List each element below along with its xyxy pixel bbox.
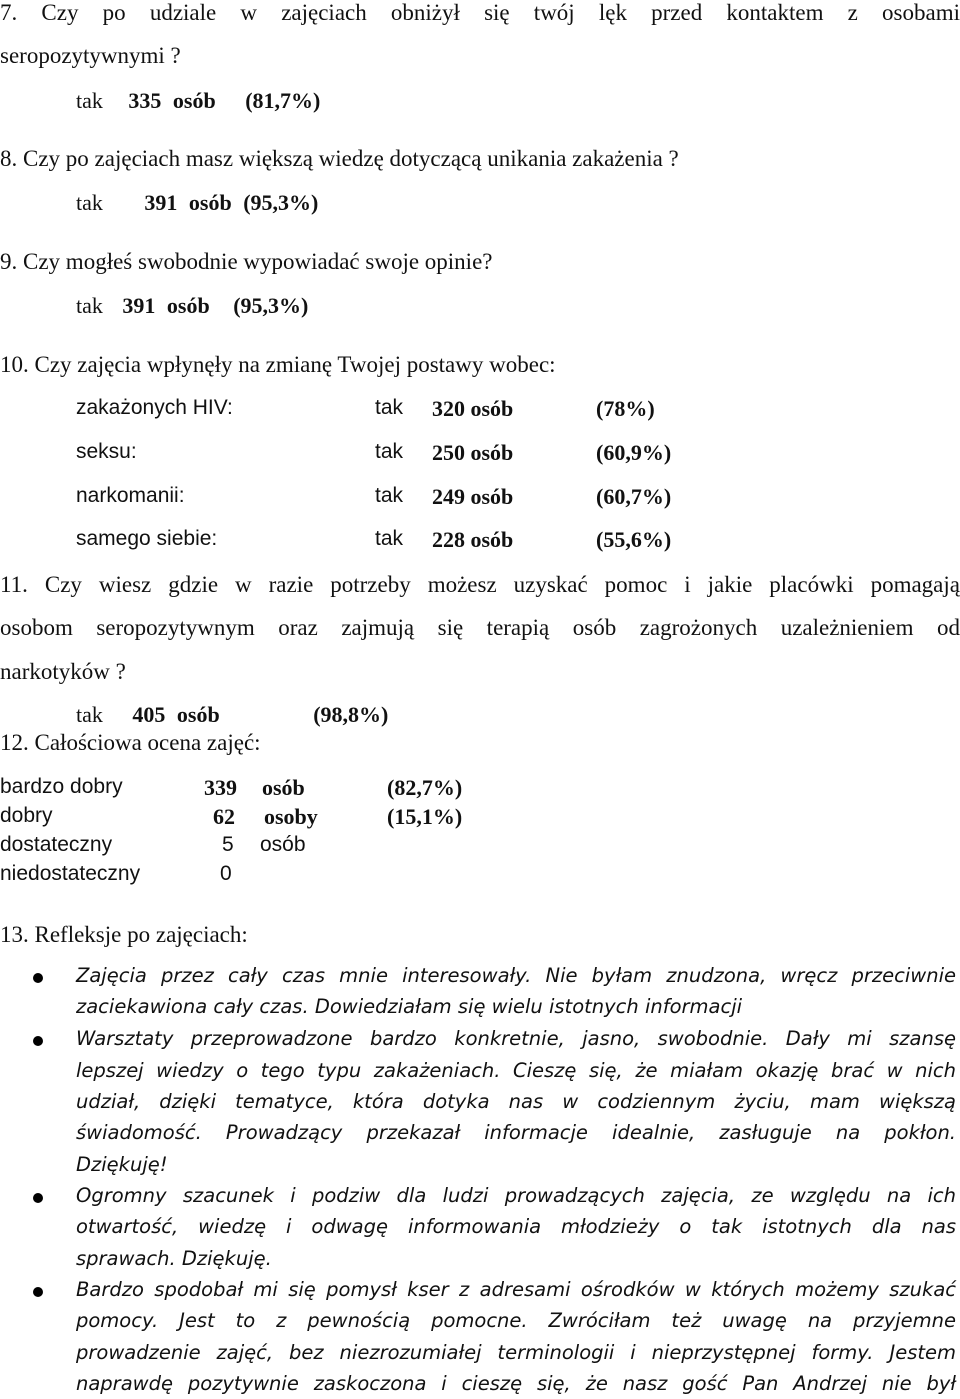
- reflection-line: Ogromny szacunek i podziw dla ludzi prowadzących zajęcia, ze względu na ich: [76, 1184, 956, 1207]
- q10-row-pct: (78%): [596, 396, 655, 421]
- q12-question: 12. Całościowa ocena zajęć:: [0, 730, 261, 755]
- reflection-line: Warsztaty przeprowadzone bardzo konkretnie, jasno, swobodnie. Dały mi szansę: [76, 1027, 956, 1050]
- bullet-icon: [33, 1287, 43, 1297]
- q10-row-word: tak: [375, 440, 404, 463]
- q10-row-value: 250 osób: [432, 440, 514, 465]
- q10-row-label: zakażonych HIV:: [76, 396, 233, 419]
- q12-row-pct: (15,1%): [387, 804, 463, 829]
- answer-count: 391: [122, 293, 156, 318]
- q10-row-pct: (60,9%): [596, 440, 672, 465]
- reflection-line: lepszej wiedzy o tego typu zakażeniach. Cieszę się, że miałam okazję brać w nich: [76, 1059, 956, 1082]
- q7-line1: 7. Czy po udziale w zajęciach obniżył się twój lęk przed kontaktem z osobami: [0, 0, 960, 25]
- answer-pct: (81,7%): [245, 88, 321, 113]
- q12-row-count: 5: [222, 833, 234, 856]
- q9-question: 9. Czy mogłeś swobodnie wypowiadać swoje opinie?: [0, 249, 493, 274]
- reflection-line: otwartość, wiedzę i odwagę informowania młodzieży o tak istotnych dla nas: [76, 1215, 956, 1238]
- q10-row-value: 228 osób: [432, 527, 514, 552]
- q12-row-unit: osoby: [264, 804, 318, 829]
- q7-answer: [76, 88, 320, 114]
- answer-word: tak: [76, 702, 103, 727]
- answer-pct: (95,3%): [233, 293, 309, 318]
- reflection-line: Bardzo spodobał mi się pomysł kser z adresami ośrodków w których możemy szukać: [76, 1278, 956, 1301]
- answer-count: 335: [128, 88, 162, 113]
- reflection-line: sprawach. Dziękuję.: [76, 1247, 272, 1270]
- reflection-line: udział, dzięki tematyce, która dotyka nas w codziennym życiu, mam większą: [76, 1090, 956, 1113]
- q8-answer: [76, 190, 318, 216]
- q12-row-unit: osób: [260, 833, 306, 856]
- answer-pct: (95,3%): [243, 190, 319, 215]
- q12-row-unit: osób: [262, 775, 305, 800]
- q12-row-label: bardzo dobry: [0, 775, 123, 798]
- answer-unit: osób: [172, 88, 216, 113]
- answer-count: 405: [132, 702, 166, 727]
- q12-row-label: niedostateczny: [0, 862, 141, 885]
- answer-unit: osób: [188, 190, 232, 215]
- answer-unit: osób: [166, 293, 210, 318]
- q10-row-pct: (60,7%): [596, 484, 672, 509]
- q8-question: 8. Czy po zajęciach masz większą wiedzę dotyczącą unikania zakażenia ?: [0, 146, 679, 171]
- q10-row-word: tak: [375, 484, 404, 507]
- reflection-line: naprawdę pozytywnie zaskoczona i cieszę się, że nasz gość Pan Andrzej nie był: [76, 1372, 956, 1395]
- q12-row-count: 339: [204, 775, 237, 800]
- q10-row-label: narkomanii:: [76, 484, 185, 507]
- q12-row-label: dostateczny: [0, 833, 113, 856]
- reflection-line: świadomość. Prowadzący przekazał informacje idealnie, zasługuje na pokłon.: [76, 1121, 956, 1144]
- answer-count: 391: [144, 190, 178, 215]
- bullet-icon: [33, 973, 43, 983]
- q10-row-label: seksu:: [76, 440, 137, 463]
- q11-line3: narkotyków ?: [0, 659, 126, 684]
- q12-row-count: 0: [220, 862, 232, 885]
- q11-answer: [76, 702, 388, 728]
- reflection-line: Zajęcia przez cały czas mnie interesowały. Nie byłam znudzona, wręcz przeciwnie: [76, 964, 956, 987]
- q7-line2: seropozytywnymi ?: [0, 43, 181, 68]
- answer-word: tak: [76, 190, 103, 215]
- q12-row-pct: (82,7%): [387, 775, 463, 800]
- q11-line1: 11. Czy wiesz gdzie w razie potrzeby możesz uzyskać pomoc i jakie placówki pomagają: [0, 572, 960, 597]
- q10-row-pct: (55,6%): [596, 527, 672, 552]
- q10-row-label: samego siebie:: [76, 527, 218, 550]
- q12-row-label: dobry: [0, 804, 53, 827]
- bullet-icon: [33, 1036, 43, 1046]
- q10-question: 10. Czy zajęcia wpłynęły na zmianę Twojej postawy wobec:: [0, 352, 556, 377]
- reflection-line: pomocy. Jest to z pewnością pomocne. Zwróciłam też uwagę na przyjemne: [76, 1309, 956, 1332]
- q9-answer: [76, 293, 308, 319]
- answer-pct: (98,8%): [313, 702, 389, 727]
- reflection-line: prowadzenie zajęć, bez niezrozumiałej terminologii i nieprzystępnej formy. Jestem: [76, 1341, 956, 1364]
- bullet-icon: [33, 1193, 43, 1203]
- answer-word: tak: [76, 88, 103, 113]
- reflection-line: Dziękuję!: [76, 1153, 168, 1176]
- q10-row-word: tak: [375, 527, 404, 550]
- reflection-line: zaciekawiona cały czas. Dowiedziałam się wielu istotnych informacji: [76, 995, 743, 1018]
- q10-row-value: 249 osób: [432, 484, 514, 509]
- q13-heading: 13. Refleksje po zajęciach:: [0, 922, 248, 947]
- q10-row-word: tak: [375, 396, 404, 419]
- answer-word: tak: [76, 293, 103, 318]
- q12-row-count: 62: [213, 804, 235, 829]
- q11-line2: osobom seropozytywnym oraz zajmują się terapią osób zagrożonych uzależnieniem od: [0, 615, 960, 640]
- answer-unit: osób: [176, 702, 220, 727]
- q10-row-value: 320 osób: [432, 396, 514, 421]
